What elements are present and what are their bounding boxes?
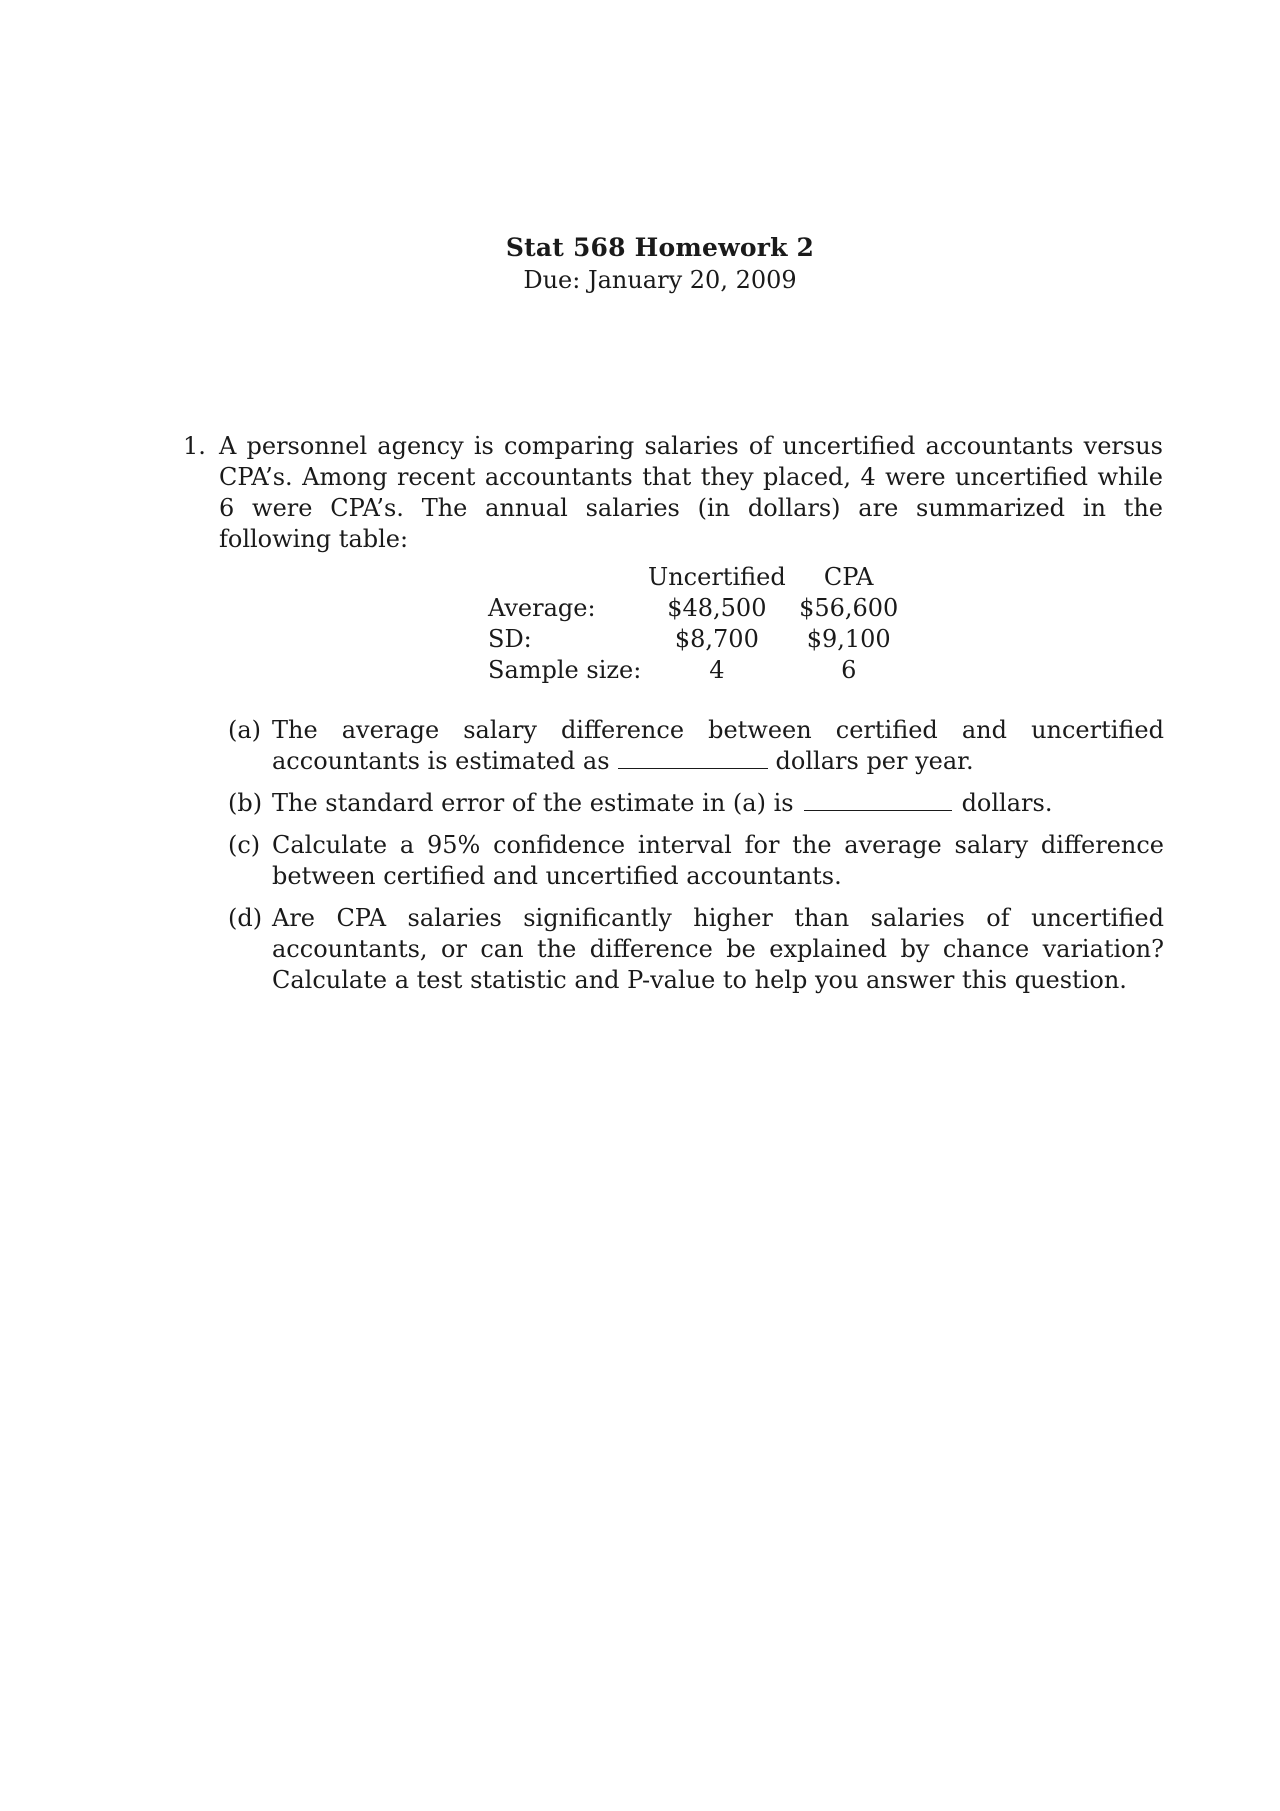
cell-sample-size-cpa: 6 — [841, 656, 857, 684]
row-label-sample-size: Sample size: — [488, 656, 642, 684]
table-header-blank — [488, 562, 648, 593]
part-d-text: Are CPA salaries significantly higher than salaries of uncertified accountants, or can the difference be explained by chance variation? Calculate a test statistic and P-value to help you answer this question. — [272, 904, 1164, 994]
homework-title: Stat 568 Homework 2 — [505, 233, 815, 262]
row-label-average: Average: — [488, 594, 596, 622]
table-row-sd — [488, 624, 912, 655]
part-c-label: (c) — [228, 831, 261, 859]
part-b-text-before: The standard error of the estimate in (a) is — [272, 789, 794, 817]
part-a-text — [272, 715, 1164, 777]
part-b — [228, 788, 1164, 819]
cell-sd-cpa: $9,100 — [806, 625, 891, 653]
cell-average-uncertified: $48,500 — [667, 594, 767, 622]
answer-blank-b[interactable] — [804, 790, 952, 811]
column-header-cpa: CPA — [823, 563, 874, 591]
row-label-sd: SD: — [488, 625, 532, 653]
part-a — [228, 715, 1164, 777]
table-row-average — [488, 593, 912, 624]
problem-1-parts — [228, 715, 1164, 1007]
due-date: Due: January 20, 2009 — [523, 266, 797, 294]
table-header-row — [488, 562, 912, 593]
part-c — [228, 830, 1164, 892]
cell-sample-size-uncertified: 4 — [709, 656, 725, 684]
part-d-label: (d) — [228, 904, 263, 932]
part-b-text — [272, 788, 1164, 819]
part-a-text-before: The average salary difference between certified and uncertified accountants is estimated as — [272, 716, 1164, 775]
answer-blank-a[interactable] — [618, 748, 768, 769]
part-a-label: (a) — [228, 716, 262, 744]
cell-sd-uncertified: $8,700 — [674, 625, 759, 653]
problem-number: 1. — [183, 432, 206, 460]
cell-average-cpa: $56,600 — [799, 594, 899, 622]
part-b-label: (b) — [228, 789, 263, 817]
column-header-uncertified: Uncertified — [648, 563, 786, 591]
salary-summary-table — [488, 562, 912, 686]
problem-1 — [183, 431, 1163, 555]
part-b-text-after: dollars. — [961, 789, 1053, 817]
part-c-text: Calculate a 95% confidence interval for the average salary difference between certified and uncertified accountants. — [272, 831, 1164, 890]
table-row-sample-size — [488, 655, 912, 686]
problem-intro: A personnel agency is comparing salaries of uncertified accountants versus CPA’s. Among recent accountants that they placed, 4 were uncertified while 6 were CPA’s. The annual salaries (in dollars) are summarized in the following table: — [219, 432, 1163, 553]
part-a-text-after: dollars per year. — [775, 747, 974, 775]
part-d — [228, 903, 1164, 996]
